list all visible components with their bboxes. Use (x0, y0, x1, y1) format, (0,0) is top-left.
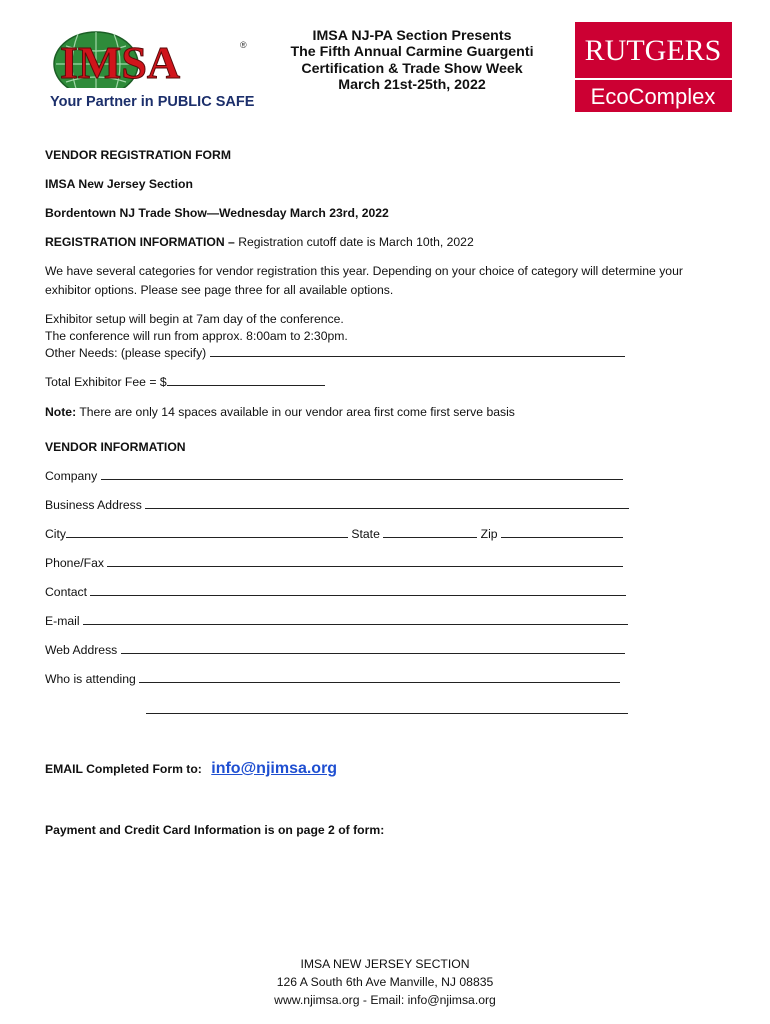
zip-field[interactable] (501, 536, 623, 538)
registration-info (45, 235, 474, 250)
zip-label: Zip (477, 527, 501, 541)
other-needs-field[interactable] (210, 355, 625, 357)
imsa-globe-logo-graphic (48, 26, 254, 112)
payment-note: Payment and Credit Card Information is on page 2 of form: (45, 823, 385, 837)
rutgers-logo-graphic (575, 22, 732, 112)
who-attending-row (45, 672, 620, 687)
state-label: State (348, 527, 384, 541)
other-needs-row (45, 346, 625, 361)
city-state-zip-row (45, 527, 623, 542)
web-address-row (45, 643, 625, 658)
web-address-label: Web Address (45, 643, 121, 657)
header-title-line: The Fifth Annual Carmine Guargenti (290, 44, 534, 61)
footer-address: 126 A South 6th Ave Manville, NJ 08835 (276, 975, 494, 989)
note-line (45, 405, 515, 420)
imsa-tagline: Your Partner in PUBLIC SAFETY (50, 94, 254, 110)
web-address-field[interactable] (121, 652, 625, 654)
company-label: Company (45, 469, 101, 483)
section-name: IMSA New Jersey Section (45, 177, 193, 191)
header-title-line: Certification & Trade Show Week (301, 60, 523, 77)
form-heading: VENDOR REGISTRATION FORM (45, 148, 231, 162)
contact-field[interactable] (90, 594, 626, 596)
state-field[interactable] (383, 536, 477, 538)
who-attending-label: Who is attending (45, 672, 140, 686)
email-label: E-mail (45, 614, 83, 628)
city-field[interactable] (66, 536, 348, 538)
email-submit-label: EMAIL Completed Form to: (45, 762, 202, 776)
vendor-info-heading: VENDOR INFORMATION (45, 440, 186, 454)
contact-row (45, 585, 626, 600)
registered-mark: ® (240, 40, 247, 50)
contact-label: Contact (45, 585, 91, 599)
email-submit-row (45, 758, 337, 780)
footer-contact: www.njimsa.org - Email: info@njimsa.org (274, 993, 496, 1007)
who-attending-field-line-2[interactable] (146, 713, 628, 714)
total-fee-label: Total Exhibitor Fee = $ (45, 375, 167, 389)
note-label: Note: (45, 405, 77, 419)
categories-line: exhibitor options. Please see page three for all available options. (45, 283, 394, 297)
categories-line: We have several categories for vendor registration this year. Depending on your choice of category will determine your (45, 264, 683, 278)
imsa-logo-text: IMSA (60, 37, 181, 88)
footer-org: IMSA NEW JERSEY SECTION (300, 957, 470, 971)
phone-fax-field[interactable] (107, 565, 623, 567)
company-row (45, 469, 623, 484)
registration-info-label: REGISTRATION INFORMATION – (45, 235, 239, 249)
header-title (262, 28, 562, 93)
business-address-field[interactable] (145, 507, 629, 509)
header-title-line: March 21st-25th, 2022 (338, 76, 486, 93)
other-needs-label: Other Needs: (please specify) (45, 346, 210, 360)
ecocomplex-wordmark: EcoComplex (590, 84, 716, 109)
imsa-logo (48, 26, 254, 112)
email-row (45, 614, 628, 629)
phone-fax-row (45, 556, 623, 571)
header-title-line: IMSA NJ-PA Section Presents (312, 28, 512, 44)
email-submit-link[interactable]: info@njimsa.org (211, 760, 338, 777)
footer (0, 955, 770, 1009)
total-fee-row (45, 375, 325, 390)
who-attending-field[interactable] (139, 681, 620, 683)
city-label: City (45, 527, 66, 541)
setup-line: Exhibitor setup will begin at 7am day of the conference. (45, 312, 344, 326)
rutgers-wordmark: RUTGERS (584, 34, 722, 67)
business-address-row (45, 498, 629, 513)
rutgers-ecocomplex-logo (575, 22, 732, 112)
run-time-line: The conference will run from approx. 8:00am to 2:30pm. (45, 329, 348, 343)
total-fee-field[interactable] (167, 384, 325, 386)
note-text: There are only 14 spaces available in our vendor area first come first serve basis (76, 405, 515, 419)
registration-cutoff-text: Registration cutoff date is March 10th, 2022 (238, 235, 474, 249)
company-field[interactable] (101, 478, 623, 480)
phone-fax-label: Phone/Fax (45, 556, 108, 570)
event-line: Bordentown NJ Trade Show—Wednesday March 23rd, 2022 (45, 206, 389, 220)
email-field[interactable] (83, 623, 628, 625)
business-address-label: Business Address (45, 498, 146, 512)
